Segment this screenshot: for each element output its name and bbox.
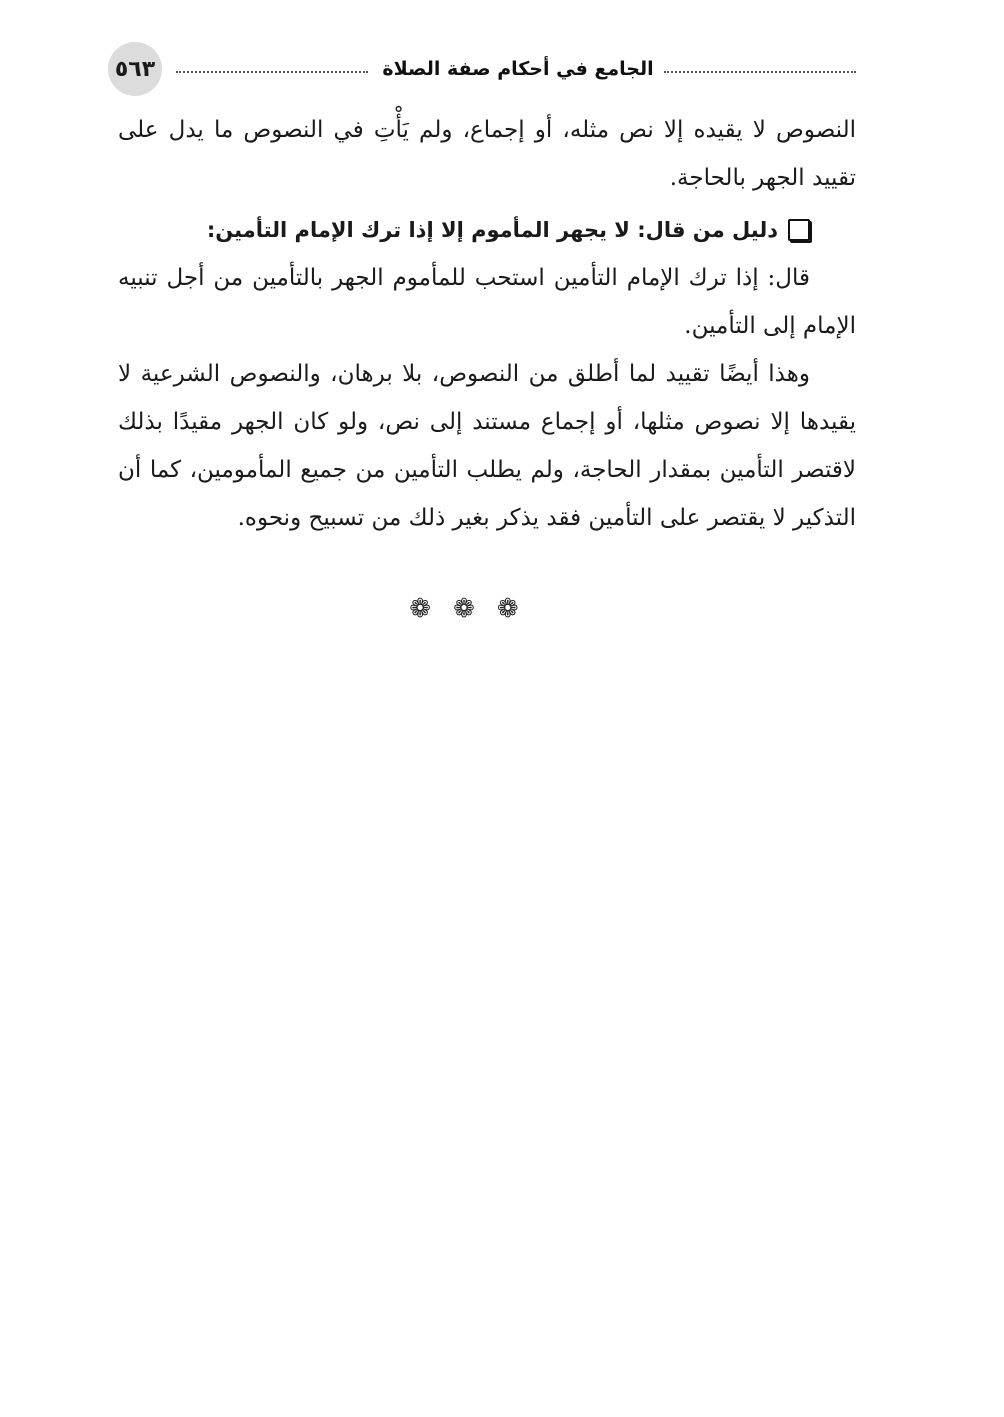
paragraph-2: قال: إذا ترك الإمام التأمين استحب للمأموم الجهر بالتأمين من أجل تنبيه الإمام إلى التأمين. xyxy=(118,265,856,339)
section-heading-text: دليل من قال: لا يجهر المأموم إلا إذا ترك الإمام التأمين: xyxy=(206,218,778,242)
paragraph-3: وهذا أيضًا تقييد لما أطلق من النصوص، بلا برهان، والنصوص الشرعية لا يقيدها إلا نصوص مثلها، أو إجماع مستند إلى نص، ولو كان الجهر مقيدًا بذلك لاقتصر التأمين بمقدار الحاجة، ولم يطلب التأمين من جميع المأمومين، كما أن التذكير لا يقتصر على التأمين فقد يذكر بغير ذلك من تسبيح ونحوه. xyxy=(118,361,856,531)
paragraph-1: النصوص لا يقيده إلا نص مثله، أو إجماع، ولم يَأْتِ في النصوص ما يدل على تقييد الجهر بالحاجة. xyxy=(118,117,856,191)
flower-ornament-icon: ❁ xyxy=(496,594,519,624)
page-number: ٥٦٣ xyxy=(108,42,162,96)
page-header xyxy=(108,42,856,96)
header-dotted-leader-right xyxy=(664,71,856,73)
section-end-ornaments xyxy=(0,594,928,624)
flower-ornament-icon: ❁ xyxy=(453,594,475,624)
running-title: الجامع في أحكام صفة الصلاة xyxy=(382,58,654,80)
flower-ornament-icon: ❁ xyxy=(409,594,432,624)
header-dotted-leader-left xyxy=(176,71,368,73)
page-body xyxy=(118,106,856,542)
square-bullet-icon xyxy=(788,219,810,241)
section-heading xyxy=(118,206,856,254)
